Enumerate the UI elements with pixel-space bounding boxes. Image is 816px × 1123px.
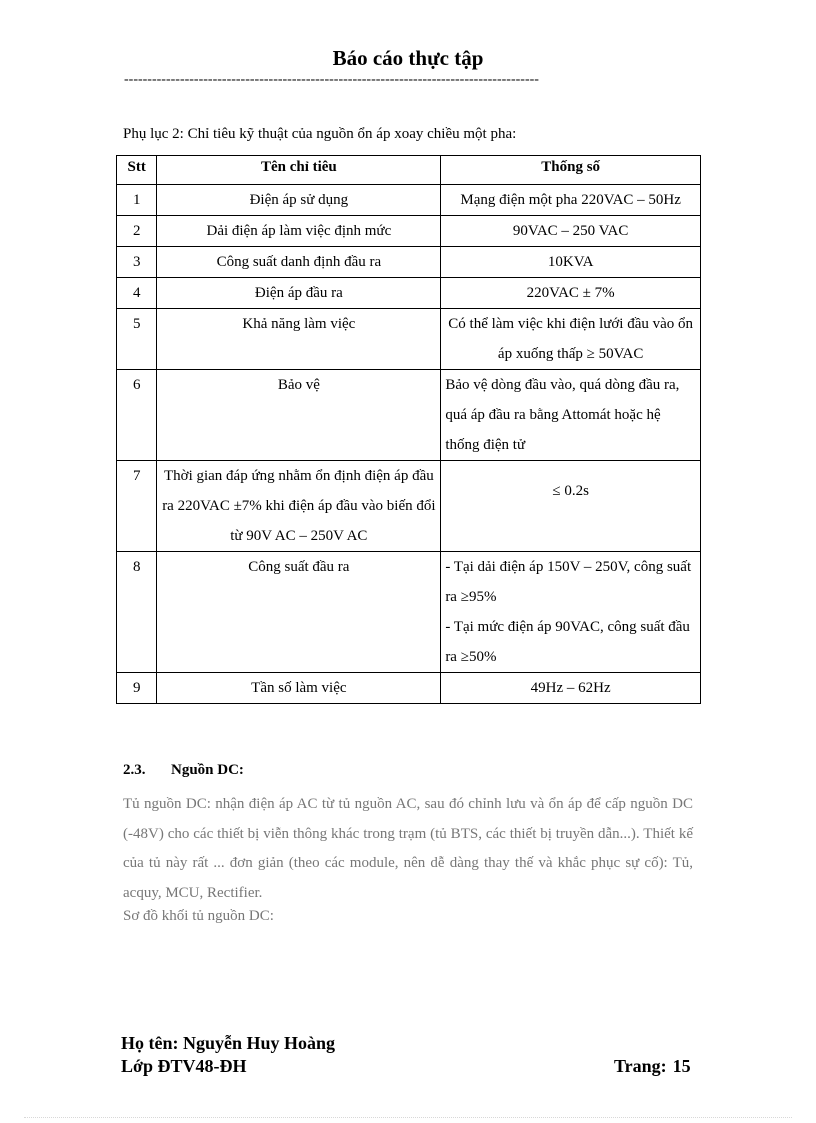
- header-name: Tên chỉ tiêu: [157, 156, 441, 185]
- table-row: [117, 673, 701, 704]
- row-value: [441, 552, 701, 673]
- row-value: 49Hz – 62Hz: [441, 673, 701, 704]
- row-value-line: - Tại mức điện áp 90VAC, công suất đầu ra ≥50%: [445, 619, 690, 665]
- table-row: [117, 309, 701, 370]
- row-value: 90VAC – 250 VAC: [441, 216, 701, 247]
- table-row: [117, 461, 701, 552]
- table-row: [117, 370, 701, 461]
- row-stt: 1: [117, 185, 157, 216]
- row-value: Bảo vệ dòng đầu vào, quá dòng đầu ra, quá áp đầu ra bằng Attomát hoặc hệ thống điện tử: [441, 370, 701, 461]
- row-value: 220VAC ± 7%: [441, 278, 701, 309]
- row-name: Tần số làm việc: [157, 673, 441, 704]
- row-stt: 3: [117, 247, 157, 278]
- footer-author-name: Họ tên: Nguyễn Huy Hoàng: [121, 1033, 336, 1053]
- footer-page-number: 15: [672, 1056, 691, 1076]
- section-number: 2.3.: [123, 762, 146, 778]
- header-divider: -----------------------------------------------------------------------------------------: [124, 72, 539, 87]
- row-value: Có thể làm việc khi điện lưới đầu vào ổn áp xuống thấp ≥ 50VAC: [441, 309, 701, 370]
- table-row: [117, 278, 701, 309]
- table-row: [117, 247, 701, 278]
- row-stt: 6: [117, 370, 157, 461]
- row-value: Mạng điện một pha 220VAC – 50Hz: [441, 185, 701, 216]
- row-name: Điện áp sử dụng: [157, 185, 441, 216]
- row-name: Công suất danh định đầu ra: [157, 247, 441, 278]
- section-title: Nguồn DC:: [171, 762, 244, 778]
- table-row: [117, 185, 701, 216]
- row-name: Thời gian đáp ứng nhằm ổn định điện áp đầu ra 220VAC ±7% khi điện áp đầu vào biến đổi từ 90V AC – 250V AC: [157, 461, 441, 552]
- row-value: 10KVA: [441, 247, 701, 278]
- row-stt: 7: [117, 461, 157, 552]
- table-caption: Phụ lục 2: Chỉ tiêu kỹ thuật của nguồn ổn áp xoay chiều một pha:: [123, 126, 517, 142]
- table-row: [117, 552, 701, 673]
- header-value: Thống số: [441, 156, 701, 185]
- body-paragraph: Tủ nguồn DC: nhận điện áp AC từ tủ nguồn AC, sau đó chỉnh lưu và ổn áp để cấp nguồn DC (-48V) cho các thiết bị viễn thông khác trong trạm (tủ BTS, các thiết bị truyền dẫn...). Thiết kế của tủ này rất ... đơn giản (theo các module, nên dễ dàng thay thế và khắc phục sự cố): Tủ, acquy, MCU, Rectifier.: [123, 796, 693, 901]
- row-value: ≤ 0.2s: [441, 461, 701, 552]
- row-stt: 4: [117, 278, 157, 309]
- row-stt: 5: [117, 309, 157, 370]
- page-bottom-divider: [24, 1117, 792, 1118]
- row-value-line: - Tại dải điện áp 150V – 250V, công suất ra ≥95%: [445, 559, 692, 605]
- table-row: [117, 216, 701, 247]
- section-heading: [123, 762, 244, 779]
- footer-page: [614, 1056, 691, 1077]
- table-header-row: [117, 156, 701, 185]
- footer-page-label: Trang:: [614, 1056, 667, 1076]
- row-stt: 9: [117, 673, 157, 704]
- row-name: Điện áp đầu ra: [157, 278, 441, 309]
- row-stt: 8: [117, 552, 157, 673]
- row-name: Dải điện áp làm việc định mức: [157, 216, 441, 247]
- page-header-title: Báo cáo thực tập: [332, 46, 484, 70]
- row-name: Khả năng làm việc: [157, 309, 441, 370]
- footer-class: Lớp ĐTV48-ĐH: [121, 1056, 247, 1076]
- header-stt: Stt: [117, 156, 157, 185]
- body-paragraph-2: Sơ đồ khối tủ nguồn DC:: [123, 908, 274, 924]
- row-name: Công suất đầu ra: [157, 552, 441, 673]
- row-stt: 2: [117, 216, 157, 247]
- row-name: Bảo vệ: [157, 370, 441, 461]
- specification-table: [116, 155, 701, 704]
